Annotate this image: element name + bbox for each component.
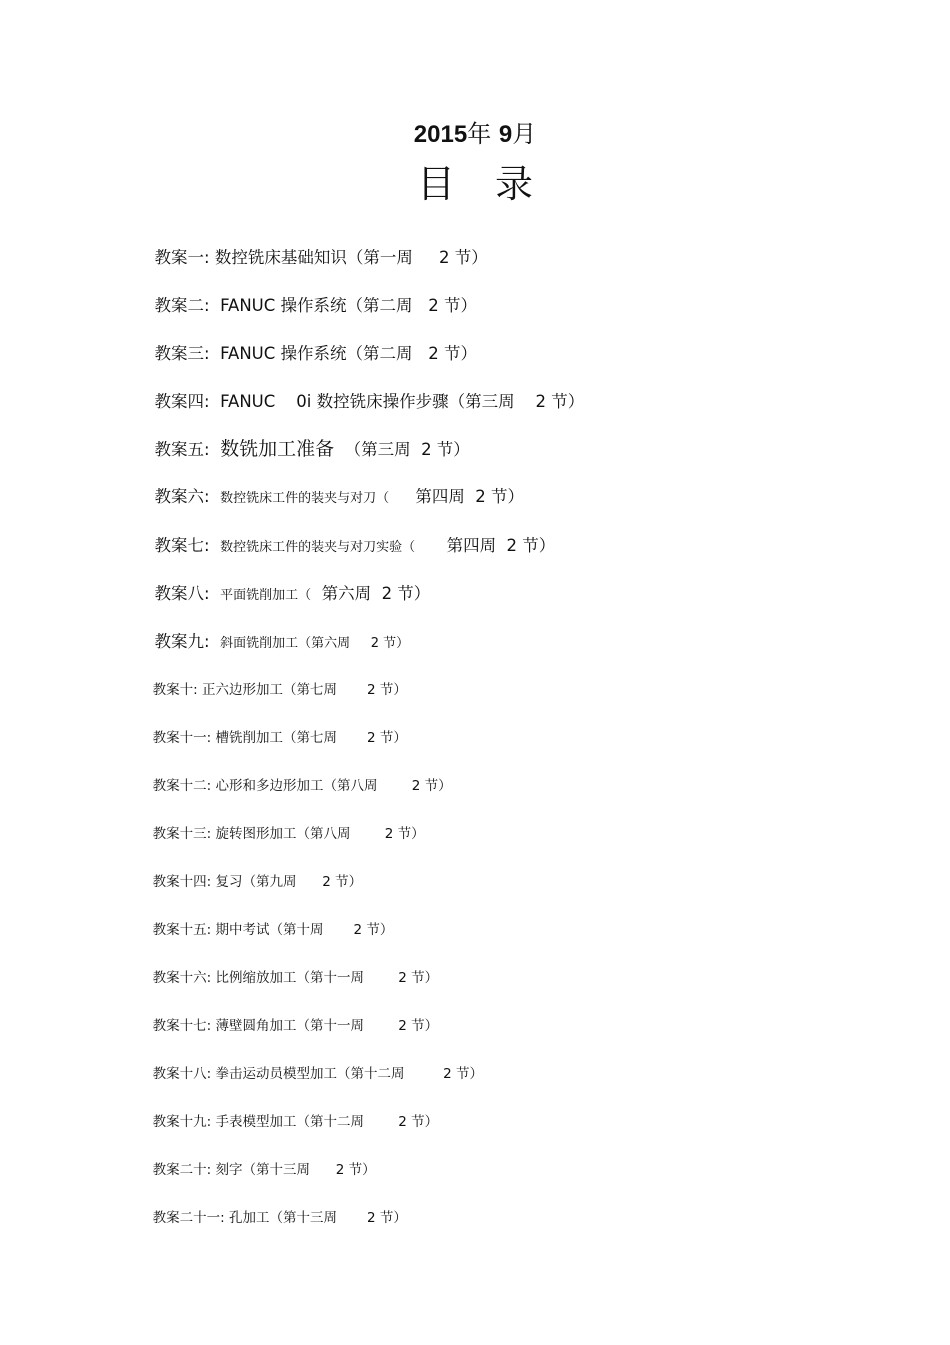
toc-entry-label: 教案十七: (152, 1018, 212, 1034)
title-char-1: 目 (416, 162, 455, 206)
toc-entry[interactable] (144, 948, 438, 988)
toc-entry-text: 数控铣床工件的装夹与对刀（ (220, 491, 390, 506)
toc-entry[interactable] (144, 1140, 376, 1180)
toc-entry[interactable] (144, 372, 584, 412)
toc-entry-text: 斜面铣削加工（第六周 2 节） (220, 636, 410, 651)
toc-entry-text: FANUC 0i 数控铣床操作步骤（第三周 2 节） (220, 392, 585, 411)
toc-entry-label: 教案十九: (152, 1114, 212, 1130)
toc-entry[interactable] (144, 996, 438, 1036)
date-year-unit: 年 (467, 120, 492, 148)
toc-entry-label: 教案四: (154, 392, 210, 411)
toc-entry[interactable] (144, 1092, 438, 1132)
title-char-2: 录 (495, 162, 534, 206)
toc-entry-label: 教案二十: (152, 1162, 212, 1178)
toc-entry[interactable] (144, 276, 477, 316)
toc-entry-label: 教案十: (152, 682, 198, 698)
toc-entry-text: 薄壁圆角加工（第十一周 2 节） (215, 1018, 439, 1034)
page-title (0, 158, 950, 210)
toc-entry-text: 心形和多边形加工（第八周 2 节） (215, 778, 452, 794)
toc-entry-label: 教案九: (154, 632, 210, 651)
toc-entry-label: 教案十一: (152, 730, 212, 746)
toc-entry-text: 拳击运动员模型加工（第十二周 2 节） (215, 1066, 483, 1082)
toc-entry[interactable] (144, 228, 488, 268)
toc-entry[interactable] (144, 708, 407, 748)
toc-entry-label: 教案十三: (152, 826, 212, 842)
toc-entry-label: 教案七: (154, 536, 210, 555)
toc-entry-label: 教案十二: (152, 778, 212, 794)
toc-entry[interactable] (144, 419, 470, 460)
toc-entry[interactable] (144, 1044, 483, 1084)
toc-entry-label: 教案八: (154, 584, 210, 603)
toc-entry-text: FANUC 操作系统（第二周 2 节） (220, 344, 477, 363)
toc-entry-label: 教案十五: (152, 922, 212, 938)
toc-entry[interactable] (144, 1188, 407, 1228)
toc-entry-label: 教案一: (154, 248, 210, 267)
toc-entry-text: 期中考试（第十周 2 节） (215, 922, 394, 938)
toc-entry-label: 教案十四: (152, 874, 212, 890)
date-month-unit: 月 (512, 120, 537, 148)
toc-entry-text: 正六边形加工（第七周 2 节） (201, 682, 407, 698)
toc-entry-text: FANUC 操作系统（第二周 2 节） (220, 296, 477, 315)
toc-entry[interactable] (144, 564, 430, 606)
toc-entry[interactable] (144, 900, 393, 940)
toc-entry[interactable] (144, 756, 452, 796)
toc-entry-text: 孔加工（第十三周 2 节） (228, 1210, 407, 1226)
toc-entry[interactable] (144, 612, 409, 654)
toc-entry[interactable] (144, 852, 362, 892)
toc-entry-text: 手表模型加工（第十二周 2 节） (215, 1114, 439, 1130)
toc-entry-tail: 第六周 2 节） (321, 584, 431, 603)
toc-entry-tail: （第三周 2 节） (344, 440, 470, 459)
toc-entry-text: 刻字（第十三周 2 节） (215, 1162, 376, 1178)
toc-entry-text: 槽铣削加工（第七周 2 节） (215, 730, 407, 746)
toc-entry-tail: 第四周 2 节） (415, 487, 525, 506)
toc-entry-label: 教案二: (154, 296, 210, 315)
toc-entry-text: 复习（第九周 2 节） (215, 874, 363, 890)
toc-entry-text: 数铣加工准备 (220, 438, 335, 460)
toc-entry-text: 数控铣床基础知识（第一周 2 节） (214, 248, 488, 267)
toc-entry-label: 教案二十一: (152, 1210, 225, 1226)
toc-entry[interactable] (144, 324, 477, 364)
toc-entry-label: 教案三: (154, 344, 210, 363)
toc-entry-text: 数控铣床工件的装夹与对刀实验（ (220, 540, 416, 555)
toc-entry-text: 旋转图形加工（第八周 2 节） (215, 826, 425, 842)
toc-entry-label: 教案六: (154, 487, 210, 506)
toc-entry[interactable] (144, 467, 524, 509)
date-year: 2015 (413, 121, 468, 148)
toc-entry-text: 平面铣削加工（ (220, 588, 312, 603)
toc-entry[interactable] (144, 804, 425, 844)
toc-entry[interactable] (144, 516, 555, 558)
toc-entry-label: 教案十八: (152, 1066, 212, 1082)
toc-entry-label: 教案十六: (152, 970, 212, 986)
toc-entry-label: 教案五: (154, 440, 210, 459)
toc-entry-text: 比例缩放加工（第十一周 2 节） (215, 970, 439, 986)
date-month: 9 (498, 121, 513, 148)
toc-entry[interactable] (144, 660, 407, 700)
document-date (0, 114, 950, 155)
toc-entry-tail: 第四周 2 节） (446, 536, 556, 555)
